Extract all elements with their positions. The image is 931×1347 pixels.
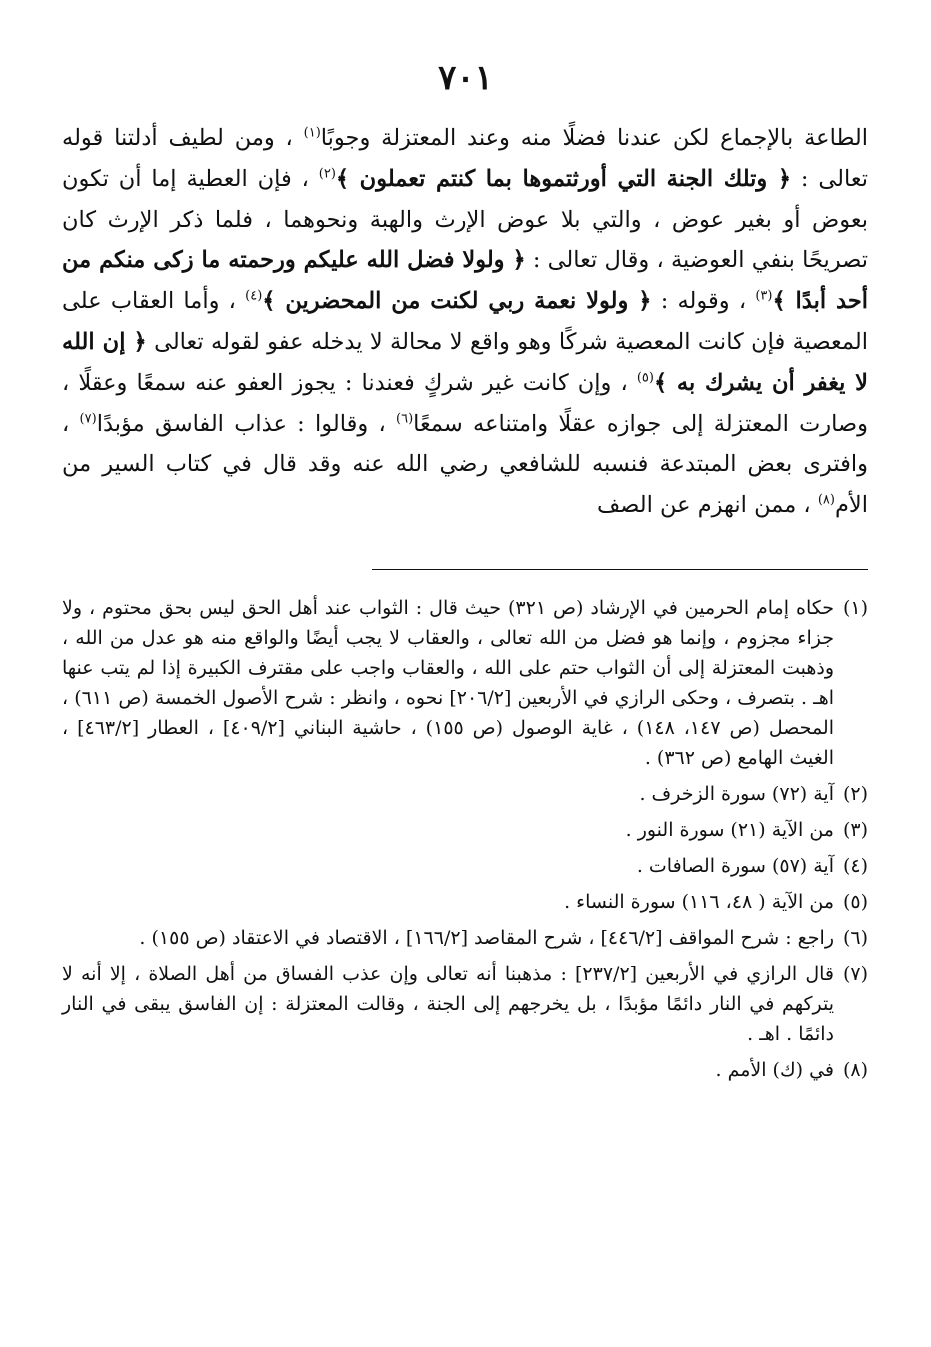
footnote-text: حكاه إمام الحرمين في الإرشاد (ص ٣٢١) حيث قال : الثواب عند أهل الحق ليس بحق محتوم ، ولا جزاء مجزوم ، وإنما هو فضل من الله تعالى ، والعقاب لا يجب أيضًا والواقع منه هو عدل من الله ، وذهبت المعتزلة إلى أن الثواب حتم على الله ، والعقاب واجب على مقترف الكبيرة إذا لم يتب عنها اهـ . بتصرف ، وحكى الرازي في الأربعين [٢٠٦/٢] نحوه ، وانظر : شرح الأصول الخمسة (ص ٦١١) ، المحصل (ص ١٤٧، ١٤٨) ، غاية الوصول (ص ١٥٥) ، حاشية البناني [٤٠٩/٢] ، العطار [٤٦٣/٢] ، الغيث الهامع (ص ٣٦٢) . (62, 597, 835, 769)
footnotes-section (62, 593, 868, 1091)
text-segment: ، فإن العطية إما أن تكون بعوض أو بغير عوض ، والتي بلا عوض الإرث والهبة ونحوهما ، فلما ذكر الإرث كان تصريحًا بنفي العوضية ، وقال تعالى : (62, 165, 868, 274)
footnote-text: في (ك) الأمم . (715, 1059, 834, 1081)
footnote-number: (٦) (842, 927, 868, 949)
main-text (62, 118, 868, 526)
text-segment: ، وقالوا : عذاب الفاسق مؤبدًا (96, 410, 386, 437)
footnote-text: آية (٥٧) سورة الصافات . (636, 855, 834, 877)
footnote-ref: ٥ (641, 370, 649, 386)
footnote-text: قال الرازي في الأربعين [٢٣٧/٢] : مذهبنا أنه تعالى وإن عذب الفساق من أهل الصلاة ، إلا أنه لا يتركهم في النار دائمًا مؤبدًا ، بل يخرجهم إلى الجنة ، وقالت المعتزلة : إن الفاسق يبقى في النار دائمًا . اهـ . (62, 963, 834, 1045)
text-segment: الطاعة بالإجماع لكن عندنا فضلًا منه وعند المعتزلة وجوبًا (320, 125, 869, 151)
quran-verse: ﴿ وتلك الجنة التي أورثتموها بما كنتم تعملون ﴾ (335, 165, 792, 192)
footnote-ref: ٨ (822, 492, 830, 508)
footnote (62, 593, 868, 773)
text-segment: ، وأما العقاب على المعصية فإن كانت المعصية شركًا وهو واقع لا محالة لا يدخله عفو لقوله تعالى (62, 288, 868, 355)
text-segment: ، وقوله : (660, 288, 747, 315)
footnote (62, 1055, 868, 1085)
quran-verse: ﴿ ولولا فضل الله عليكم ورحمته ما زكى منكم من أحد أبدًا ﴾ (62, 247, 868, 315)
footnote (62, 815, 868, 845)
text-segment: ، وافترى بعض المبتدعة فنسبه للشافعي رضي الله عنه وقد قال في كتاب السير من الأم (62, 410, 868, 519)
quran-verse: ﴿ إن الله لا يغفر أن يشرك به ﴾ (62, 328, 868, 396)
footnote-ref: ٢ (323, 166, 331, 182)
footnote-number: (٧) (842, 963, 868, 985)
footnote (62, 923, 868, 953)
footnote-ref: ٧ (84, 411, 92, 427)
footnote-ref: ٦ (401, 411, 409, 427)
footnote-ref: ٣ (760, 288, 768, 304)
footnote-text: من الآية ( ٤٨، ١١٦) سورة النساء . (564, 891, 834, 913)
footnote-text: من الآية (٢١) سورة النور . (625, 819, 834, 841)
footnote-divider (372, 569, 868, 570)
footnote-text: آية (٧٢) سورة الزخرف . (639, 783, 834, 805)
footnote-number: (٥) (842, 891, 868, 913)
footnote-text: راجع : شرح المواقف [٤٤٦/٢] ، شرح المقاصد [١٦٦/٢] ، الاقتصاد في الاعتقاد (ص ١٥٥) . (139, 927, 834, 949)
footnote (62, 851, 868, 881)
footnote-number: (٤) (842, 855, 868, 877)
quran-verse: ﴿ ولولا نعمة ربي لكنت من المحضرين ﴾ (262, 288, 652, 315)
footnote-number: (٣) (842, 819, 868, 841)
footnote-number: (٨) (842, 1059, 868, 1081)
main-paragraph: الطاعة بالإجماع لكن عندنا فضلًا منه وعند المعتزلة وجوبًا$^{(١)}$ ، ومن لطيف أدلتنا قوله تعالى : ﴿ وتلك الجنة التي أورثتموها بما كنتم تعملون ﴾$^{(٢)}$ ، فإن العطية إما أن تكون بعوض أو بغير عوض ، والتي بلا عوض الإرث والهبة ونحوهما ، فلما ذكر الإرث كان تصريحًا بنفي العوضية ، وقال تعالى : ﴿ ولولا فضل الله عليكم ورحمته ما زكى منكم من أحد أبدًا ﴾$^{(٣)}$ ، وقوله : ﴿ ولولا نعمة ربي لكنت من المحضرين ﴾$^{(٤)}$ ، وأما العقاب على المعصية فإن كانت المعصية شركًا وهو واقع لا محالة لا يدخله عفو لقوله تعالى ﴿ إن الله لا يغفر أن يشرك به ﴾$^{(٥)}$ ، وإن كانت غير شركٍ فعندنا : يجوز العفو عنه سمعًا وعقلًا ، وصارت المعتزلة إلى جوازه عقلًا وامتناعه سمعًا$^{(٦)}$ ، وقالوا : عذاب الفاسق مؤبدًا$^{(٧)}$ ، وافترى بعض المبتدعة فنسبه للشافعي رضي الله عنه وقد قال في كتاب السير من الأم$^{(٨)}$ ، ممن انهزم عن الصف (62, 125, 869, 519)
footnote (62, 779, 868, 809)
page-number: ٧٠١ (438, 58, 493, 98)
footnote-ref: ١ (308, 125, 316, 141)
footnote-number: (٢) (842, 783, 868, 805)
text-segment: ، ومن لطيف أدلتنا قوله تعالى : (62, 125, 868, 192)
footnote (62, 959, 868, 1049)
footnote (62, 887, 868, 917)
text-segment: ، وإن كانت غير شركٍ فعندنا : يجوز العفو عنه سمعًا وعقلًا ، وصارت المعتزلة إلى جوازه عقلًا وامتناعه سمعًا (62, 369, 868, 437)
footnote-number: (١) (842, 597, 868, 619)
footnote-ref: ٤ (250, 288, 258, 304)
text-segment: ، ممن انهزم عن الصف (596, 492, 811, 519)
